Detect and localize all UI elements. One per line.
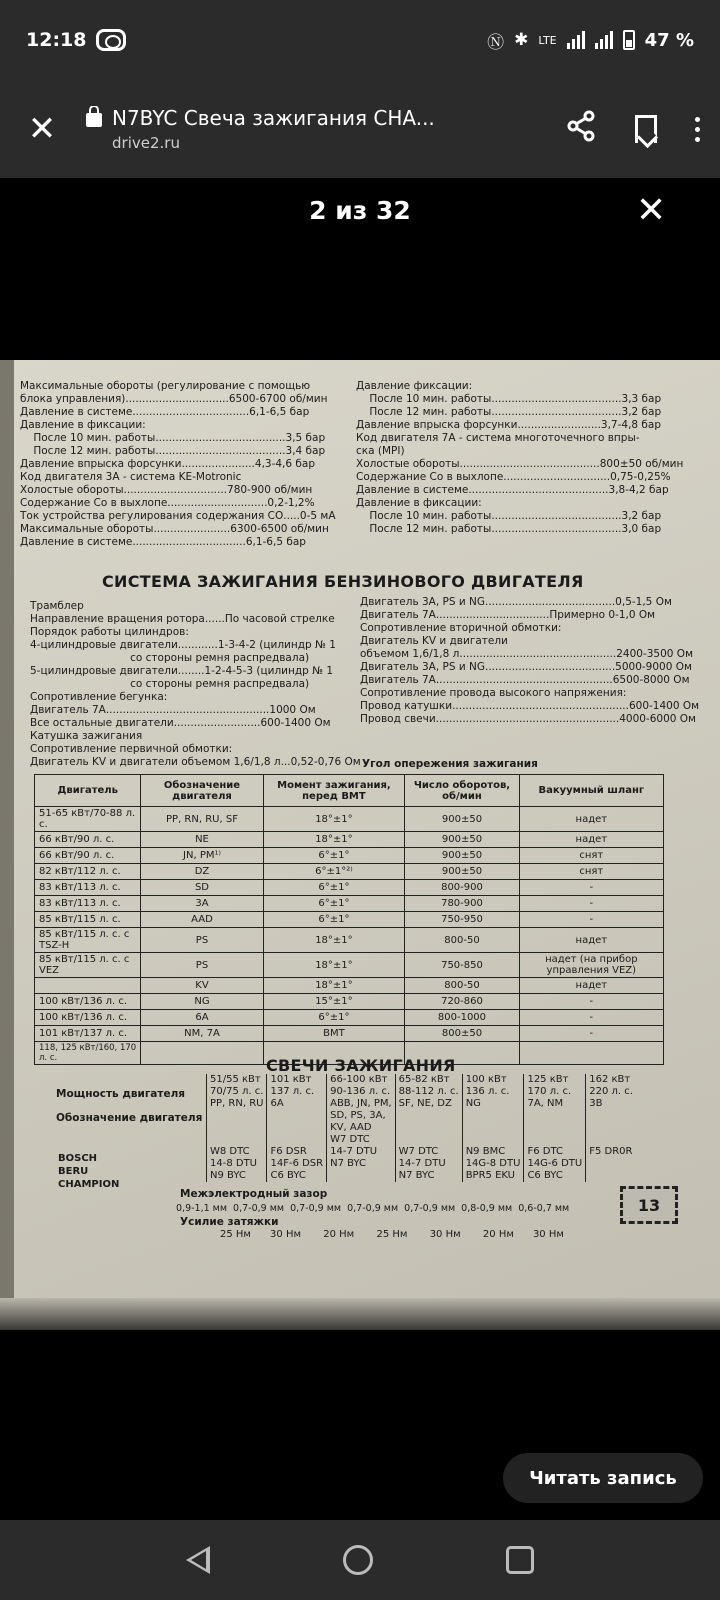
table-row <box>35 864 664 880</box>
home-icon[interactable] <box>343 1545 373 1575</box>
ignition-heading: СИСТЕМА ЗАЖИГАНИЯ БЕНЗИНОВОГО ДВИГАТЕЛЯ <box>102 572 584 591</box>
timing-cell: 100 кВт/136 л. с. <box>35 994 141 1010</box>
timing-cell: JN, PM¹⁾ <box>141 848 263 864</box>
timing-cell: 100 кВт/136 л. с. <box>35 1010 141 1026</box>
timing-cell: 51-65 кВт/70-88 л. с. <box>35 807 141 832</box>
timing-cell: 85 кВт/115 л. с. с TSZ-H <box>35 928 141 953</box>
timing-header-3: Число оборотов, об/мин <box>405 775 519 807</box>
timing-header-4: Вакуумный шланг <box>519 775 663 807</box>
app-notification-icon <box>96 29 126 51</box>
timing-cell: 720-860 <box>405 994 519 1010</box>
left-top-text: Максимальные обороты (регулирование с помощью блока управления)...............................6500-6700 об/мин Давление в системе...................................6,1-6,5 бар Давление в фиксации: После 10 мин. работы.......................................3,5 бар После 12 мин. работы.......................................3,4 бар Давление впрыска форсунки......................4,3-4,6 бар Код двигателя 3А - система KE-Motronic Холостые обороты...............................780-900 об/мин Содержание Со в выхлопе..............................0,2-1,2% Ток устройства регулирования содержания СО.....0-5 мА Максимальные обороты.......................6300-6500 об/мин Давление в системе..................................6,1-6,5 бар <box>20 380 336 548</box>
timing-cell: 900±50 <box>405 848 519 864</box>
timing-cell: - <box>519 912 663 928</box>
timing-cell: 66 кВт/90 л. с. <box>35 848 141 864</box>
timing-cell: надет <box>519 832 663 848</box>
timing-cell: PP, RN, RU, SF <box>141 807 263 832</box>
plug-column: 51/55 кВт 70/75 л. с. PP, RN, RU W8 DTC 14-8 DTU N9 BYC <box>207 1074 267 1182</box>
timing-cell: PS <box>141 928 263 953</box>
table-row <box>35 978 664 994</box>
plug-column: 100 кВт 136 л. с. NG N9 BMC 14G-8 DTU BPR5 EKU <box>462 1074 524 1182</box>
timing-cell: 800±50 <box>405 1026 519 1042</box>
timing-cell: KV <box>141 978 263 994</box>
torque-values: 25 Нм 30 Нм 20 Нм 25 Нм 30 Нм 20 Нм 30 Нм <box>220 1229 564 1240</box>
right-top-text: Давление фиксации: После 10 мин. работы.......................................3,3 бар После 12 мин. работы.......................................3,2 бар Давление впрыска форсунки.........................3,7-4,8 бар Код двигателя 7А - система многоточечного впры- ска (MPI) Холостые обороты..........................................800±50 об/мин Содержание Со в выхлопе................................0,75-0,25% Давление в системе..........................................3,8-4,2 бар Давление в фиксации: После 10 мин. работы.......................................3,2 бар После 12 мин. работы.......................................3,0 бар <box>356 380 684 535</box>
timing-cell: 750-850 <box>405 953 519 978</box>
close-tab-icon[interactable]: ✕ <box>27 109 57 149</box>
timing-cell: DZ <box>141 864 263 880</box>
timing-cell: 18°±1° <box>263 807 405 832</box>
table-row <box>35 994 664 1010</box>
browser-toolbar <box>0 80 720 178</box>
system-nav-bar <box>0 1520 720 1600</box>
timing-cell: NM, 7A <box>141 1026 263 1042</box>
timing-cell: 83 кВт/113 л. с. <box>35 880 141 896</box>
timing-cell: BMT <box>263 1026 405 1042</box>
timing-cell <box>519 1042 663 1065</box>
timing-title: Угол опережения зажигания <box>362 758 538 770</box>
page-number: 13 <box>620 1186 678 1224</box>
timing-cell: 18°±1° <box>263 832 405 848</box>
timing-cell: 6°±1° <box>263 848 405 864</box>
table-row <box>35 896 664 912</box>
recents-icon[interactable] <box>506 1546 534 1574</box>
timing-cell: 66 кВт/90 л. с. <box>35 832 141 848</box>
timing-header-2: Момент зажигания, перед ВМТ <box>263 775 405 807</box>
table-row <box>35 1010 664 1026</box>
timing-table <box>34 774 664 1065</box>
timing-header-0: Двигатель <box>35 775 141 807</box>
plug-column: 125 кВт 170 л. с. 7A, NM F6 DTC 14G-6 DTU C6 BYC <box>524 1074 586 1182</box>
read-post-button[interactable]: Читать запись <box>503 1453 703 1503</box>
timing-cell: - <box>519 1010 663 1026</box>
gap-values: 0,9-1,1 мм 0,7-0,9 мм 0,7-0,9 мм 0,7-0,9 мм 0,7-0,9 мм 0,8-0,9 мм 0,6-0,7 мм <box>176 1203 570 1214</box>
timing-cell: AAD <box>141 912 263 928</box>
timing-cell <box>35 978 141 994</box>
timing-cell: 800-50 <box>405 928 519 953</box>
timing-cell: 900±50 <box>405 807 519 832</box>
timing-cell: 18°±1° <box>263 928 405 953</box>
torque-label: Усилие затяжки <box>180 1216 279 1228</box>
plug-column: 101 кВт 137 л. с. 6A F6 DSR 14F-6 DSR C6 BYC <box>267 1074 327 1182</box>
back-icon[interactable] <box>186 1546 210 1574</box>
table-row <box>35 832 664 848</box>
lock-icon <box>86 113 102 127</box>
plug-code-label: Обозначение двигателя <box>56 1112 203 1124</box>
bookmark-icon[interactable] <box>635 115 657 143</box>
timing-cell: 3A <box>141 896 263 912</box>
timing-cell: 18°±1° <box>263 978 405 994</box>
timing-cell: надет <box>519 928 663 953</box>
timing-cell: PS <box>141 953 263 978</box>
timing-cell: 83 кВт/113 л. с. <box>35 896 141 912</box>
timing-cell: 800-50 <box>405 978 519 994</box>
timing-cell <box>141 1042 263 1065</box>
timing-cell: 900±50 <box>405 832 519 848</box>
close-viewer-icon[interactable]: ✕ <box>636 190 667 231</box>
image-counter: 2 из 32 <box>309 196 411 225</box>
plug-brands: BOSCH BERU CHAMPION <box>58 1153 120 1190</box>
timing-cell: - <box>519 994 663 1010</box>
network-type: LTE <box>538 33 557 47</box>
timing-cell: 800-900 <box>405 880 519 896</box>
status-icons <box>487 28 694 53</box>
timing-cell: 118, 125 кВт/160, 170 л. с. <box>35 1042 141 1065</box>
bluetooth-icon: ✱ <box>514 30 529 50</box>
timing-cell: 6A <box>141 1010 263 1026</box>
timing-cell: 6°±1°²⁾ <box>263 864 405 880</box>
more-menu-icon[interactable] <box>695 117 700 142</box>
battery-percent: 47 % <box>644 29 694 51</box>
left-mid-text: Трамблер Направление вращения ротора......По часовой стрелке Порядок работы цилиндров: 4-цилиндровые двигатели............1-3-4-2 (цилиндр № 1 со стороны ремня распредвала) 5-цилиндровые двигатели........1-2-4-5-3 (цилиндр № 1 со стороны ремня распредвала) Сопротивление бегунка: Двигатель 7А.................................................1000 Ом Все остальные двигатели..........................600-1400 Ом Катушка зажигания Сопротивление первичной обмотки: Двигатель KV и двигатели объемом 1,6/1,8 л...0,52-0,76 Ом <box>30 600 361 768</box>
timing-cell: SD <box>141 880 263 896</box>
page-domain: drive2.ru <box>112 134 180 152</box>
page-title: N7BYC Свеча зажигания CHA... <box>112 106 435 130</box>
timing-cell: - <box>519 880 663 896</box>
url-block[interactable] <box>86 106 549 152</box>
timing-cell: - <box>519 1026 663 1042</box>
timing-cell: 15°±1° <box>263 994 405 1010</box>
timing-cell: 750-950 <box>405 912 519 928</box>
timing-cell: 780-900 <box>405 896 519 912</box>
plug-column: 66-100 кВт 90-136 л. с. ABB, JN, PM, SD, PS, 3A, KV, AAD W7 DTC 14-7 DTU N7 BYC <box>327 1074 396 1182</box>
plugs-table <box>206 1074 636 1182</box>
plug-column: 162 кВт 220 л. с. 3B F5 DR0R <box>586 1074 636 1182</box>
timing-cell: 85 кВт/115 л. с. <box>35 912 141 928</box>
share-icon[interactable] <box>565 110 597 149</box>
right-mid-text: Двигатель 3А, PS и NG.......................................0,5-1,5 Ом Двигатель 7А..................................Примерно 0-1,0 Ом Сопротивление вторичной обмотки: Двигатель KV и двигатели объемом 1,6/1,8 л...............................................2400-3500 Ом Двигатель 3А, PS и NG.......................................5000-9000 Ом Двигатель 7А.....................................................6500-8000 Ом Сопротивление провода высокого напряжения: Провод катушки.....................................................600-1400 Ом Провод свечи.......................................................4000-6000 Ом <box>360 596 700 725</box>
timing-cell: 6°±1° <box>263 896 405 912</box>
timing-cell: 18°±1° <box>263 953 405 978</box>
page-photo[interactable] <box>0 360 720 1330</box>
nfc-icon: Ⓝ <box>487 32 505 53</box>
timing-cell: снят <box>519 848 663 864</box>
signal-icon-2 <box>595 31 613 49</box>
timing-cell: 6°±1° <box>263 1010 405 1026</box>
timing-cell: 800-1000 <box>405 1010 519 1026</box>
timing-cell: снят <box>519 864 663 880</box>
plugs-heading: СВЕЧИ ЗАЖИГАНИЯ <box>266 1056 456 1075</box>
timing-cell: NE <box>141 832 263 848</box>
timing-cell: надет <box>519 807 663 832</box>
timing-cell: 6°±1° <box>263 880 405 896</box>
timing-cell: NG <box>141 994 263 1010</box>
timing-cell: - <box>519 896 663 912</box>
table-row <box>35 880 664 896</box>
timing-cell: надет <box>519 978 663 994</box>
table-row <box>35 848 664 864</box>
battery-icon <box>623 30 635 50</box>
table-row <box>35 912 664 928</box>
status-time: 12:18 <box>26 29 87 51</box>
table-row <box>35 807 664 832</box>
table-row <box>35 928 664 953</box>
plug-column: 65-82 кВт 88-112 л. с. SF, NE, DZ W7 DTC 14-7 DTU N7 BYC <box>395 1074 462 1182</box>
timing-cell: надет (на прибор управления VEZ) <box>519 953 663 978</box>
timing-cell: 85 кВт/115 л. с. с VEZ <box>35 953 141 978</box>
timing-header-1: Обозначение двигателя <box>141 775 263 807</box>
gap-label: Межэлектродный зазор <box>180 1188 328 1200</box>
timing-cell: 6°±1° <box>263 912 405 928</box>
signal-icon <box>567 31 585 49</box>
plug-power-label: Мощность двигателя <box>56 1088 186 1100</box>
timing-cell: 900±50 <box>405 864 519 880</box>
table-row <box>35 953 664 978</box>
status-bar <box>0 0 720 80</box>
timing-cell: 101 кВт/137 л. с. <box>35 1026 141 1042</box>
table-row <box>35 1026 664 1042</box>
timing-cell: 82 кВт/112 л. с. <box>35 864 141 880</box>
